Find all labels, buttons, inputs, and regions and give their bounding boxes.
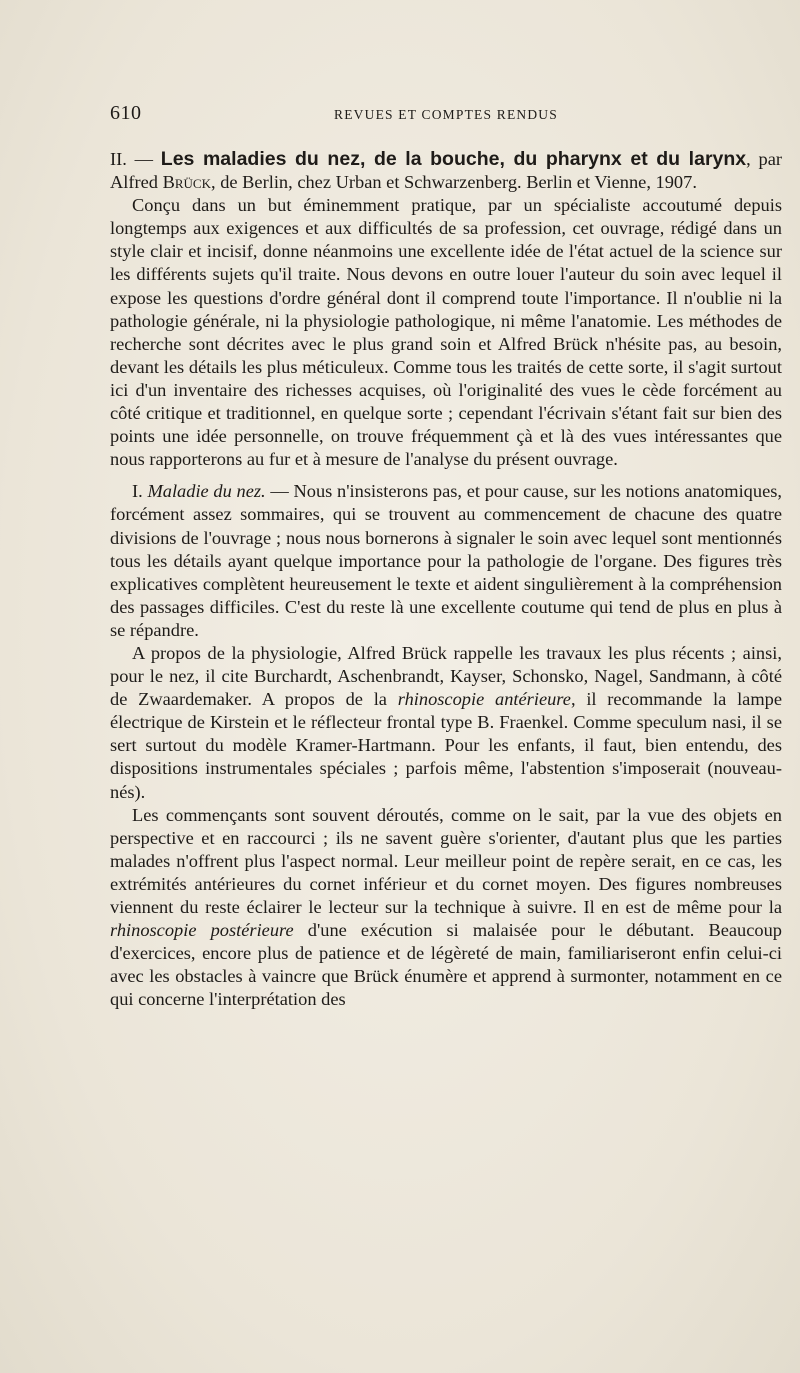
by-prefix: , par Alfred xyxy=(110,149,782,193)
section-text: — Nous n'insisterons pas, et pour cause, sur les notions anatomiques, forcément assez sommaires, qui se trouvent au commencement de chacune des quatre divisions de l'ouvrage ; nous nous bornerons à signaler le soin avec lequel sont mentionnés tous les détails ayant quelque importance pour la pathologie de l'organe. Des figures très explicatives complètent heureusement le texte et aident singulièrement à la compréhension des passages difficiles. C'est du reste là une excellente coutume qui tend de plus en plus à se répandre. xyxy=(110,481,782,640)
paragraph-intro: Conçu dans un but éminemment pratique, par un spécialiste accoutumé depuis longtemps aux exigences et aux difficultés de sa profession, cet ouvrage, rédigé dans un style clair et incisif, donne néanmoins une excellente idée de l'état actuel de la science sur les différents sujets qu'il traite. Nous devons en outre louer l'auteur du soin avec lequel il expose les questions d'ordre général dont il comprend toute l'importance. Il n'oublie ni la pathologie générale, ni la physiologie pathologique, ni même l'anatomie. Les méthodes de recherche sont décrites avec le plus grand soin et Alfred Brück n'hésite pas, au besoin, devant les détails les plus méticuleux. Comme tous les traités de cette sorte, il s'agit surtout ici d'un inventaire des richesses acquises, où l'originalité des vues le cède forcément au côté critique et traditionnel, en quelque sorte ; cependant l'écrivain s'étant fait sur bien des points une idée personnelle, on trouve fréquemment çà et là des vues intéressantes que nous rapporterons au fur et à mesure de l'analyse du présent ouvrage. xyxy=(110,195,782,470)
article-body xyxy=(110,148,782,1011)
beginners-text-b: d'une exécution si malaisée pour le débutant. Beaucoup d'exercices, encore plus de patience et de légèreté de main, familiariseront enfin celui-ci avec les obstacles à vaincre que Brück énumère et apprend à surmonter, notamment en ce qui concerne l'interprétation des xyxy=(110,920,783,1010)
physiology-text-b: , il recommande la lampe électrique de Kirstein et le réflecteur frontal type B. Fraenkel. Comme speculum nasi, il se sert surtout du modèle Kramer-Hartmann. Pour les enfants, il faut, bien entendu, des dispositions instrumentales spéciales ; parfois même, l'abstention s'imposerait (nouveau-nés). xyxy=(110,689,783,802)
page-header xyxy=(110,102,782,132)
beginners-text-a: Les commençants sont souvent déroutés, comme on le sait, par la vue des objets en perspective et en raccourci ; ils ne savent guère s'orienter, d'autant plus que les parties malades n'offrent plus l'aspect normal. Leur meilleur point de repère serait, en ce cas, les extrémités antérieures du cornet inférieur et du cornet moyen. Des figures nombreuses viennent du reste éclairer le lecteur sur la technique à suivre. Il en est de même pour la xyxy=(110,804,782,917)
page-number: 610 xyxy=(110,102,142,124)
paragraph-physiology xyxy=(110,642,782,804)
publisher-info: , de Berlin, chez Urban et Schwarzenberg. Berlin et Vienne, 1907. xyxy=(211,172,697,193)
physiology-text-a: A propos de la physiologie, Alfred Brück rappelle les travaux les plus récents ; ainsi, pour le nez, il cite Burchardt, Aschenbrandt, Kayser, Schonsko, Nagel, Sandmann, à côté de Zwaardemaker. A propos de la xyxy=(110,642,782,710)
paragraph-beginners xyxy=(110,804,782,1012)
section-number: I. xyxy=(132,481,148,502)
book-title: Les maladies du nez, de la bouche, du pharynx et du larynx xyxy=(160,148,747,170)
rhinoscopy-posterior-term: rhinoscopie postérieure xyxy=(110,920,294,941)
author-surname: Brück xyxy=(162,172,211,193)
entry-heading xyxy=(110,148,782,194)
section-heading: Maladie du nez. xyxy=(147,481,266,502)
entry-number: II. — xyxy=(110,149,161,169)
paragraph-nose-section xyxy=(110,480,782,642)
running-head: REVUES ET COMPTES RENDUS xyxy=(334,107,558,122)
rhinoscopy-anterior-term: rhinoscopie antérieure xyxy=(397,689,571,710)
